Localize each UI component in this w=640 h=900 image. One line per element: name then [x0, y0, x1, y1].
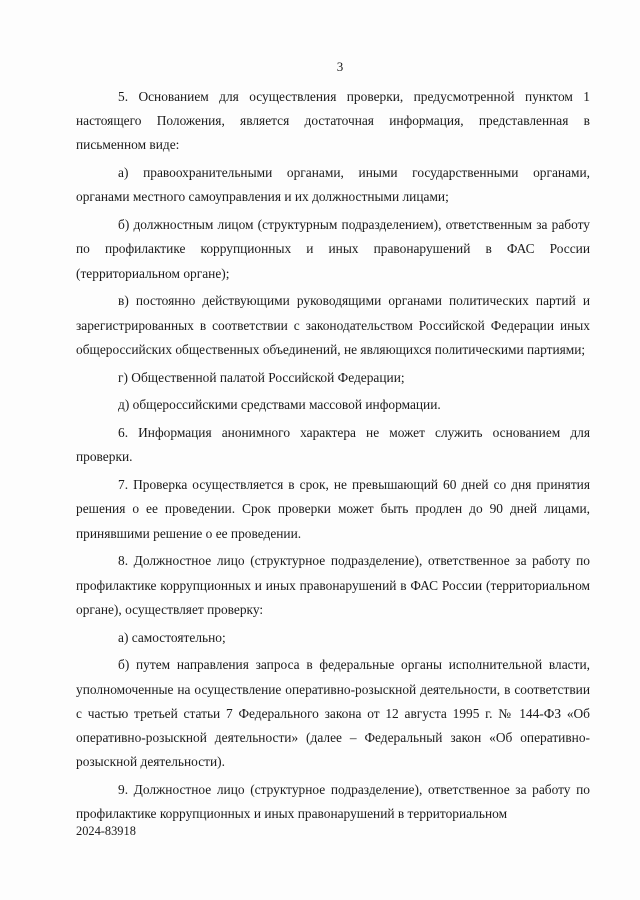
document-body [76, 85, 590, 830]
document-code: 2024-83918 [76, 824, 136, 838]
paragraph-5: 5. Основанием для осуществления проверки, предусмотренной пунктом 1 настоящего Положения, является достаточная информация, представленная в письменном виде: [76, 89, 590, 153]
paragraph-5-a: а) правоохранительными органами, иными государственными органами, органами местного самоуправления и их должностными лицами; [76, 165, 590, 205]
paragraph-5-b: б) должностным лицом (структурным подразделением), ответственным за работу по профилактике коррупционных и иных правонарушений в ФАС России (территориальном органе); [76, 217, 590, 281]
paragraph-5-d: д) общероссийскими средствами массовой информации. [118, 397, 441, 413]
paragraph-8-b: б) путем направления запроса в федеральные органы исполнительной власти, уполномоченные на осуществление оперативно-розыскной деятельности, в соответствии с частью третьей статьи 7 Федерального закона от 12 августа 1995 г. № 144-ФЗ «Об оперативно-розыскной деятельности» (далее – Федеральный закон «Об оперативно-розыскной деятельности). [76, 657, 590, 770]
paragraph-8-a: а) самостоятельно; [118, 629, 226, 645]
paragraph-7: 7. Проверка осуществляется в срок, не превышающий 60 дней со дня принятия решения о ее проведении. Срок проверки может быть продлен до 90 дней лицами, принявшими решение о ее проведении. [76, 477, 590, 541]
paragraph-5-g: г) Общественной палатой Российской Федерации; [118, 369, 405, 385]
paragraph-6: 6. Информация анонимного характера не может служить основанием для проверки. [76, 425, 590, 465]
paragraph-8: 8. Должностное лицо (структурное подразделение), ответственное за работу по профилактике коррупционных и иных правонарушений в ФАС России (территориальном органе), осуществляет проверку: [76, 553, 590, 617]
page-number: 3 [336, 59, 344, 74]
paragraph-9: 9. Должностное лицо (структурное подразделение), ответственное за работу по профилактике коррупционных и иных правонарушений в территориальном [76, 782, 590, 822]
paragraph-5-v: в) постоянно действующими руководящими органами политических партий и зарегистрированных в соответствии с законодательством Российской Федерации иных общероссийских общественных объединений, не являющихся политическими партиями; [76, 293, 590, 357]
